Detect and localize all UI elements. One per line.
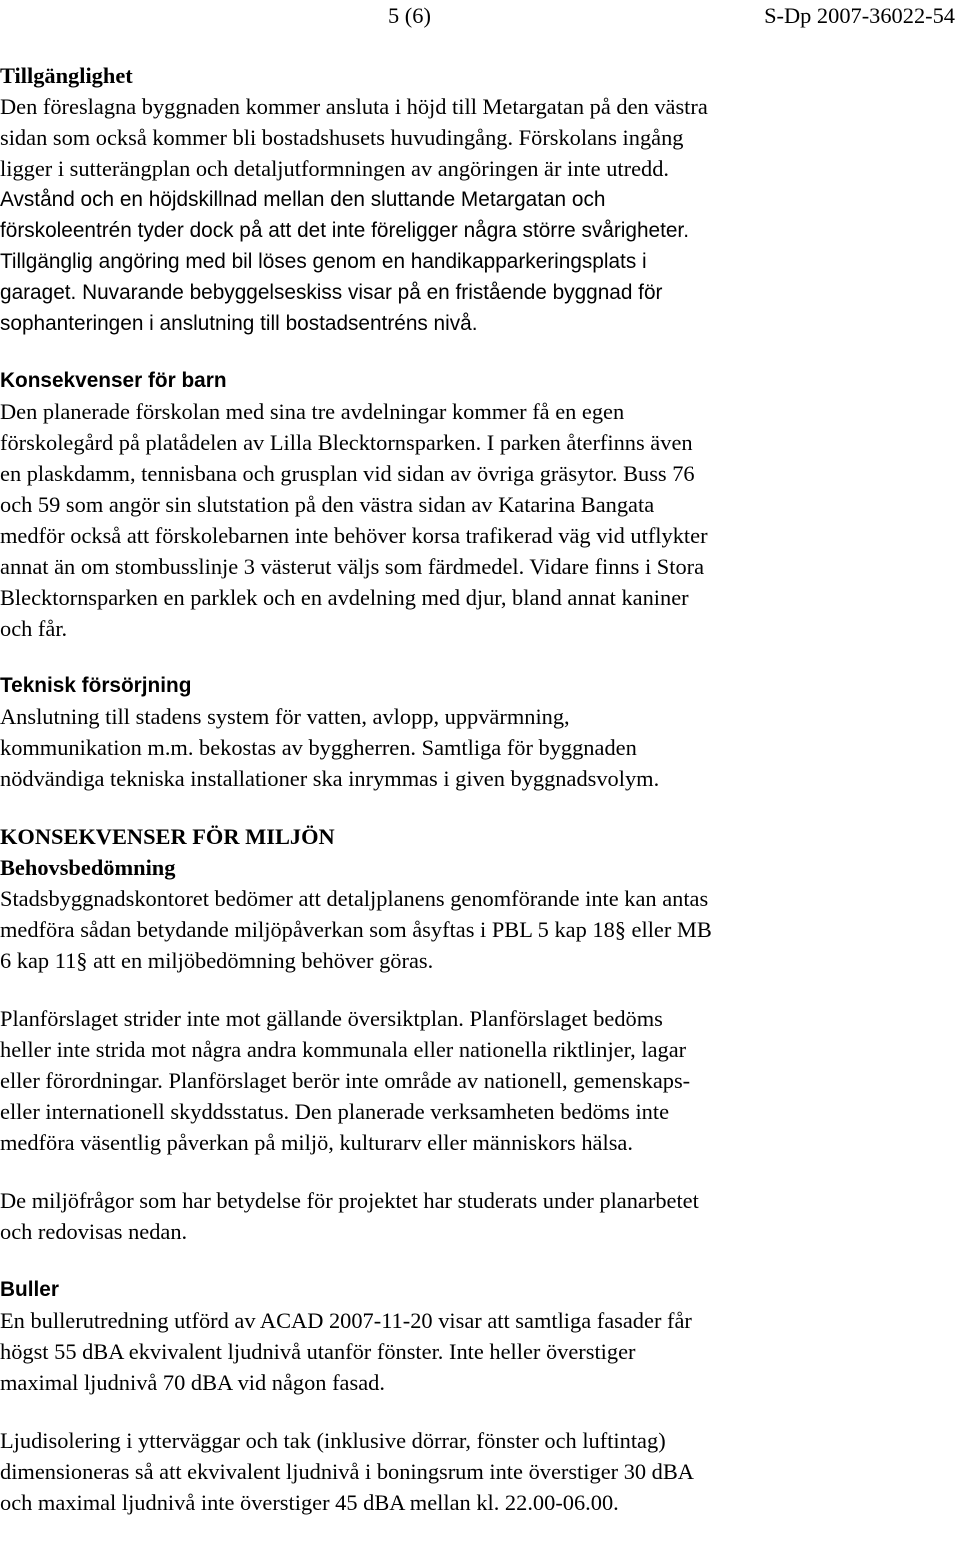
text-line: sophanteringen i anslutning till bostadsentréns nivå. [0,312,478,335]
section-body [0,701,955,794]
spacer [0,1247,955,1274]
text-line: garaget. Nuvarande bebyggelseskiss visar på en fristående byggnad för [0,281,663,304]
text-line: förskoleentrén tyder dock på att det inte föreligger några större svårigheter. [0,219,689,242]
text-line: dimensioneras så att ekvivalent ljudnivå i boningsrum inte överstiger 30 dBA [0,1459,694,1484]
text-line: högst 55 dBA ekvivalent ljudnivå utanför fönster. Inte heller överstiger [0,1339,636,1364]
spacer [0,1398,955,1425]
text-line: heller inte strida mot några andra kommunala eller nationella riktlinjer, lagar [0,1037,687,1062]
spacer [0,644,955,670]
text-line: medföra sådan betydande miljöpåverkan som åsyftas i PBL 5 kap 18§ eller MB [0,917,712,942]
spacer [0,339,955,365]
text-line: förskolegård på platådelen av Lilla Blecktornsparken. I parken återfinns även [0,430,693,455]
text-line: och redovisas nedan. [0,1219,188,1244]
section-konsekvenser-barn [0,365,955,644]
text-line: 6 kap 11§ att en miljöbedömning behöver göras. [0,948,434,973]
section-body [0,91,955,184]
section-heading: Buller [0,1278,59,1301]
text-line: maximal ljudnivå 70 dBA vid någon fasad. [0,1370,385,1395]
text-line: medföra väsentlig påverkan på miljö, kulturarv eller människors hälsa. [0,1130,633,1155]
section-subheading: Behovsbedömning [0,855,176,880]
section-heading: Konsekvenser för barn [0,369,227,392]
section-buller [0,1274,955,1518]
spacer [0,794,955,821]
text-line: kommunikation m.m. bekostas av byggherren. Samtliga för byggnaden [0,735,637,760]
section-body [0,1305,955,1398]
section-body [0,883,955,976]
section-tillganglighet [0,60,955,339]
text-line: och maximal ljudnivå inte överstiger 45 dBA mellan kl. 22.00-06.00. [0,1490,619,1515]
text-line: Ljudisolering i ytterväggar och tak (inklusive dörrar, fönster och luftintag) [0,1428,666,1453]
text-line: en plaskdamm, tennisbana och grusplan vid sidan av övriga gräsytor. Buss 76 [0,461,695,486]
text-line: Den föreslagna byggnaden kommer ansluta i höjd till Metargatan på den västra [0,94,708,119]
text-line: Anslutning till stadens system för vatten, avlopp, uppvärmning, [0,704,570,729]
page-header [0,0,960,31]
text-line: Avstånd och en höjdskillnad mellan den sluttande Metargatan och [0,188,606,211]
section-heading: KONSEKVENSER FÖR MILJÖN [0,824,335,849]
section-teknisk [0,670,955,794]
spacer [0,1158,955,1185]
text-line: och får. [0,616,68,641]
text-line: ligger i sutterängplan och detaljutformningen av angöringen är inte utredd. [0,156,670,181]
text-line: En bullerutredning utförd av ACAD 2007-11-20 visar att samtliga fasader får [0,1308,692,1333]
page-number: 5 (6) [388,3,431,28]
text-line: Stadsbyggnadskontoret bedömer att detaljplanens genomförande inte kan antas [0,886,709,911]
text-line: annat än om stombusslinje 3 västerut väljs som färdmedel. Vidare finns i Stora [0,554,705,579]
section-heading: Teknisk försörjning [0,674,192,697]
text-line: Den planerade förskolan med sina tre avdelningar kommer få en egen [0,399,625,424]
section-body-sans [0,184,955,339]
document-reference: S-Dp 2007-36022-54 [764,3,955,28]
section-miljo [0,821,955,1247]
text-line: nödvändiga tekniska installationer ska inrymmas i given byggnadsvolym. [0,766,660,791]
document-body [0,60,955,1518]
text-line: Planförslaget strider inte mot gällande översiktplan. Planförslaget bedöms [0,1006,663,1031]
text-line: sidan som också kommer bli bostadshusets huvudingång. Förskolans ingång [0,125,684,150]
spacer [0,976,955,1003]
text-line: och 59 som angör sin slutstation på den västra sidan av Katarina Bangata [0,492,655,517]
section-body [0,1003,955,1158]
text-line: De miljöfrågor som har betydelse för projektet har studerats under planarbetet [0,1188,699,1213]
text-line: Tillgänglig angöring med bil löses genom en handikapparkeringsplats i [0,250,647,273]
section-heading: Tillgänglighet [0,63,133,88]
text-line: eller internationell skyddsstatus. Den planerade verksamheten bedöms inte [0,1099,670,1124]
text-line: Blecktornsparken en parklek och en avdelning med djur, bland annat kaniner [0,585,689,610]
text-line: medför också att förskolebarnen inte behöver korsa trafikerad väg vid utflykter [0,523,708,548]
text-line: eller förordningar. Planförslaget berör inte område av nationell, gemenskaps- [0,1068,691,1093]
section-body [0,396,955,644]
section-body [0,1425,955,1518]
section-body [0,1185,955,1247]
